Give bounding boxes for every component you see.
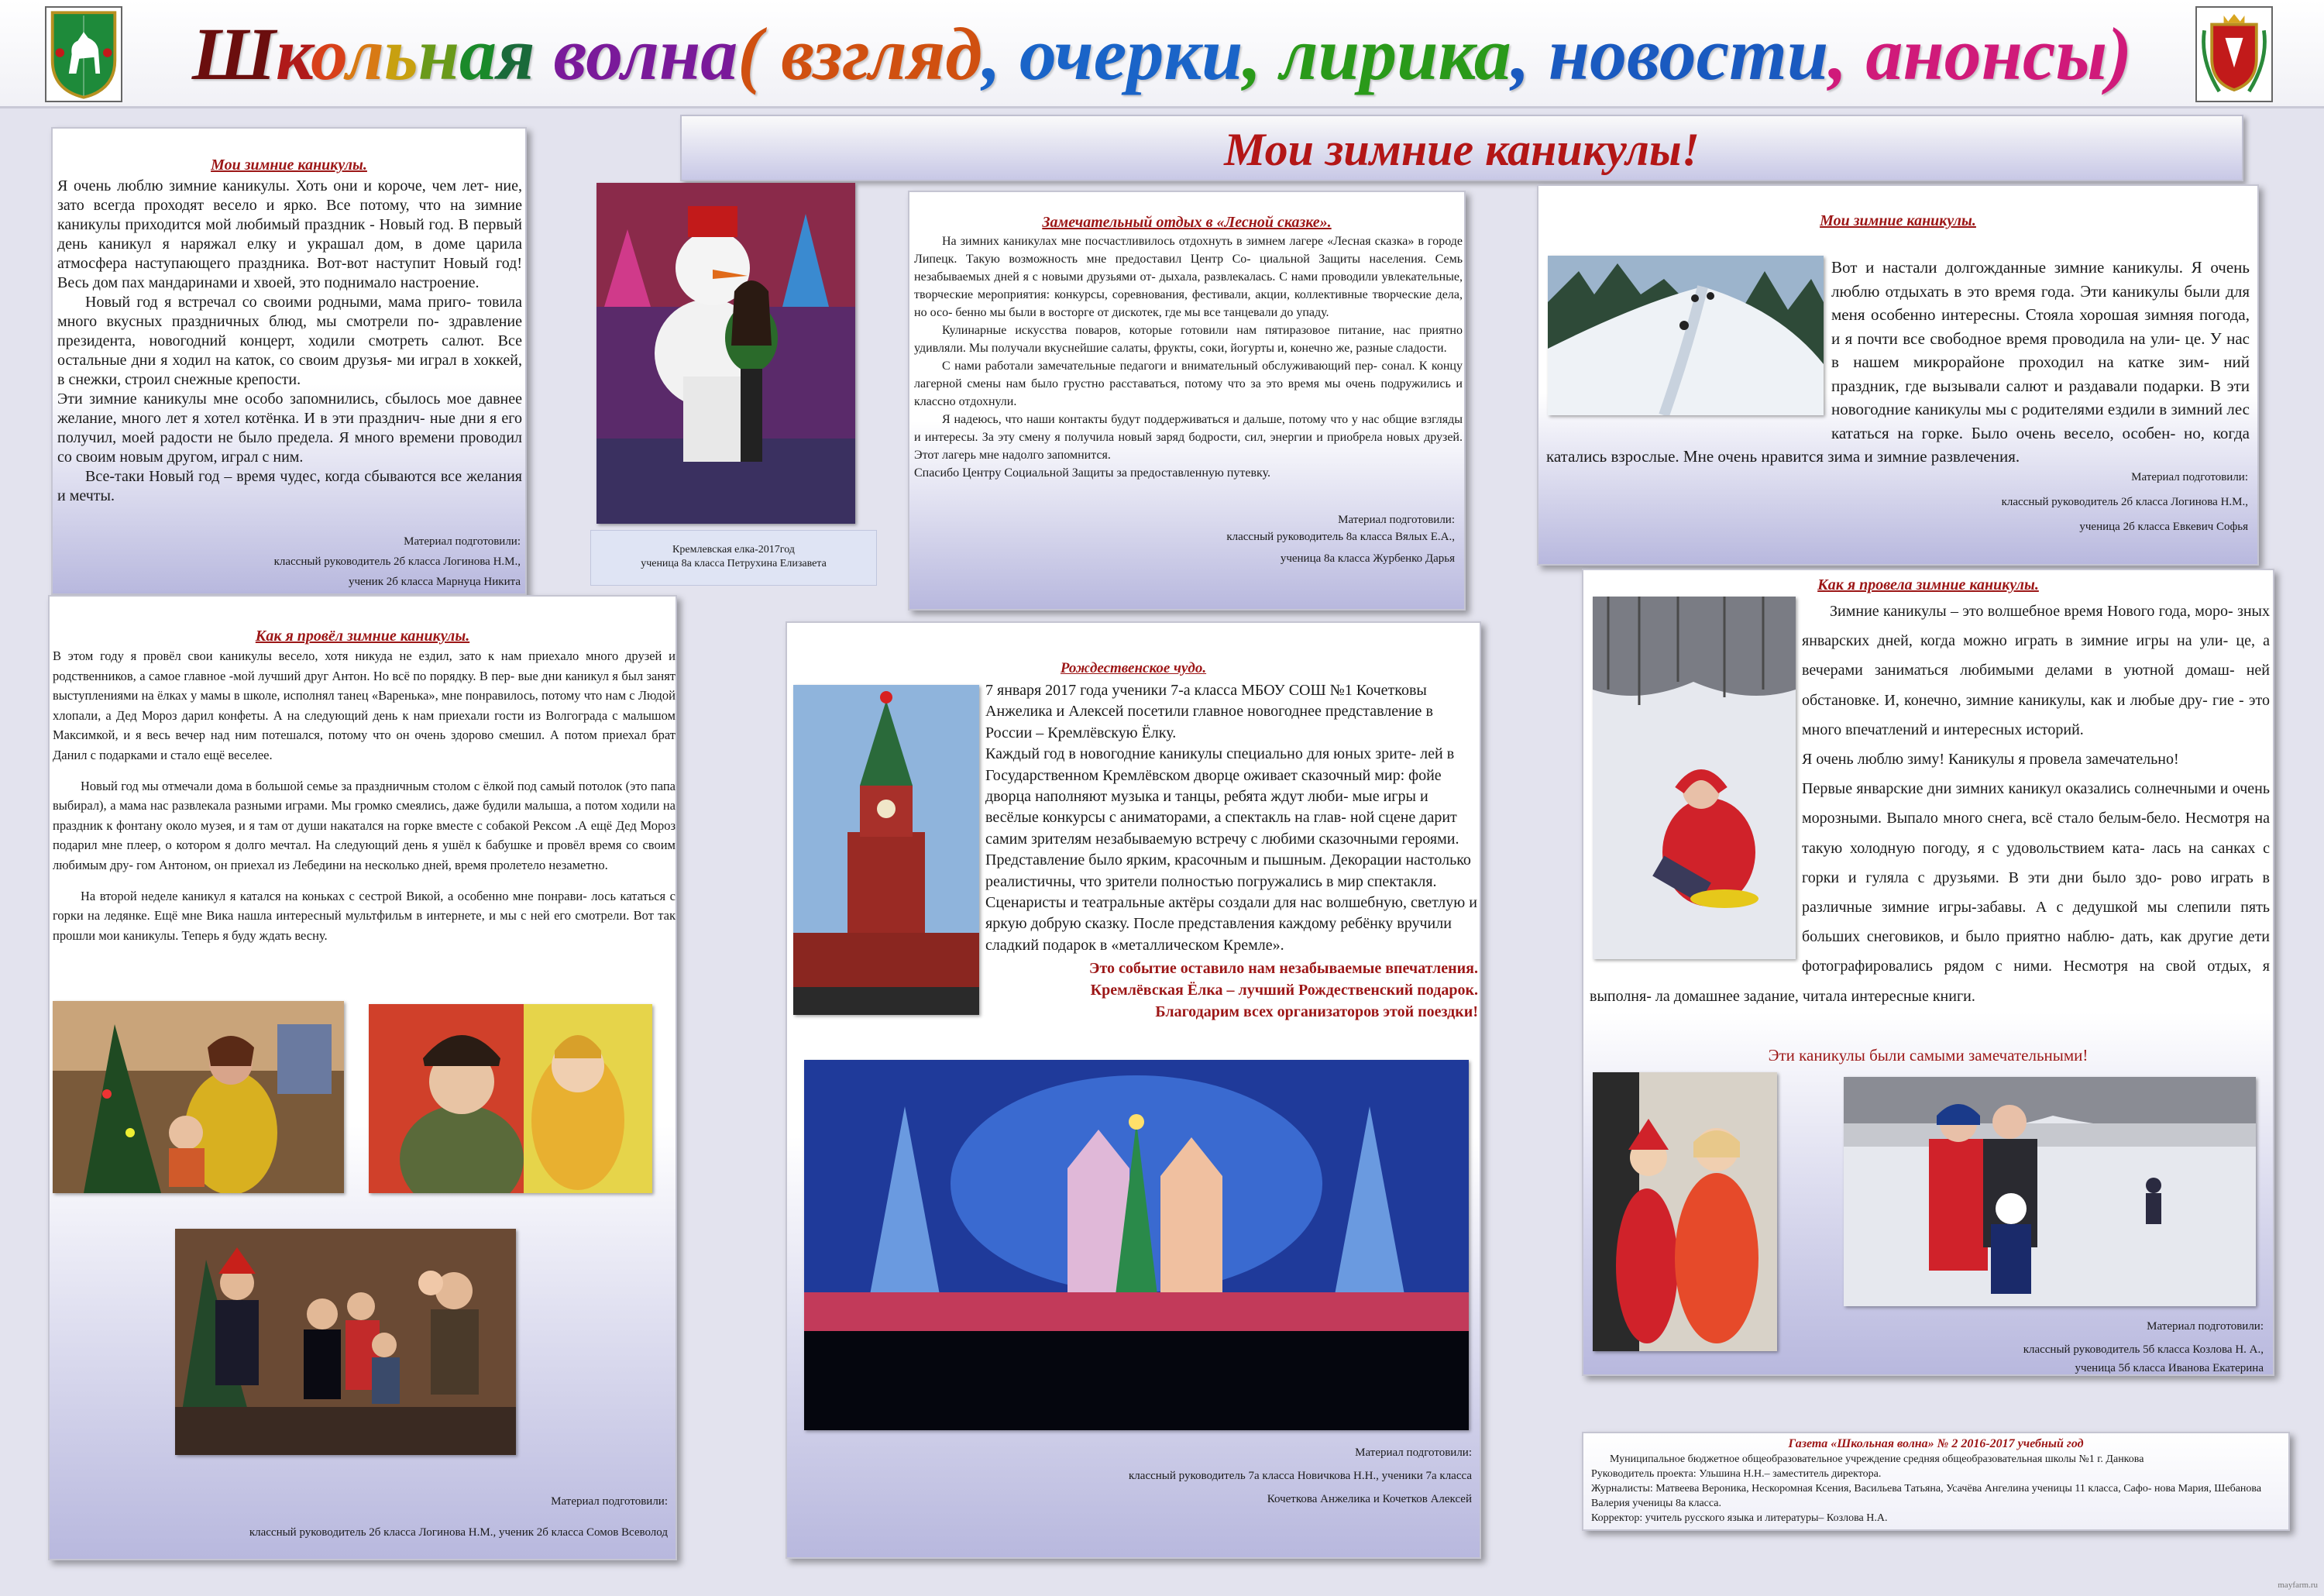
paragraph: Я очень люблю зимние каникулы. Хоть они и короче, чем лет- ние, зато всегда проходят весело и ярко. Все потому, что на зимние каникулы приходится мой любимый праздник - Новый год. В первый день каникул я наряжал елку и украшал дом, в доме царила атмосфера наступающего праздника. Вот-вот наступит Новый год! Весь дом пах мандаринами и хвоей, это поднимало настроение. [57,177,522,291]
photo-mother-daughter-indoors [1593,1072,1777,1351]
imprint-line: Руководитель проекта: Ульшина Н.Н.– заместитель директора. [1591,1468,1882,1480]
closing-line: Кремлёвская Ёлка – лучший Рождественский подарок. [1090,982,1478,999]
article-credit [1590,1317,2264,1376]
masthead-letter: з [813,12,843,95]
masthead-letter: ) [2107,12,2133,95]
masthead-letter: к [275,12,311,95]
caption-line: ученица 8а класса Петрухина Елизавета [641,558,827,569]
photo-kremlin-stage-show [804,1060,1469,1430]
paragraph: Новый год мы отмечали дома в большой семье за праздничным столом с ёлкой под самый потолок (это папа выбирал), а мама нас развлекала разными играми. Мы громко смеялись, даже будили малыша, а потом ходили на праздник к фонтану около музея, и я там от души накатался на горке вместе с собакой Рексом .А ещё Дед Мороз подарил мне плеер, о котором я долго мечтал. На следующий день я ушёл к бабушке и провёл время со своим любимым дру- гом Антоном, он приехал из Лебедини на несколько дней, время пролетело незаметно. [53,778,676,872]
credit-line: классный руководитель 2б класса Логинова Н.М., [273,556,521,568]
masthead-letter: а [700,12,738,95]
masthead-letter: ь [383,12,418,95]
credit-line: Кочеткова Анжелика и Кочетков Алексей [1267,1493,1472,1505]
masthead-letter: л [621,12,659,95]
masthead-letter: и [1397,12,1439,95]
paragraph: С нами работали замечательные педагоги и внимательный обслуживающий пер- сонал. К концу лагерной смены нам было грустно расставаться, потому что за это время мы очень подружились и классно отдохнули. [914,359,1463,408]
article-credit [56,1486,668,1548]
article-body [57,177,522,506]
credit-line: классный руководитель 8а класса Вялых Е.А., [1226,531,1455,543]
masthead-letter: о [1659,12,1697,95]
masthead-letter: о [310,12,346,95]
article-credit [790,1441,1472,1511]
article-body [1590,597,2270,1011]
article-winter-holidays-2 [1537,184,2259,566]
masthead-letter: , [982,12,1019,95]
masthead-letter: ы [2055,12,2108,95]
masthead-letter: р [1360,12,1397,95]
imprint-line: Муниципальное бюджетное общеобразовательное учреждение средняя общеобразовательная школы №1 г. Данкова [1610,1453,2144,1465]
masthead-letter [535,12,553,95]
credit-line: классный руководитель 7а класса Новичкова Н.Н., ученики 7а класса [1129,1470,1472,1482]
paragraph: Каждый год в новогодние каникулы специально для юных зрите- лей в Государственном Кремлёвском дворце оживает сказочный мир: фойе дворца наполняют музыка и танцы, ребята ждут люби- мые игры и весёлые конкурсы с аниматорами, а спектакль на глав- ной сцене дарит самим зрителям незабываемую встречу с любими сказочными героями. [985,745,1459,848]
banner-title: Мои зимние каникулы! [1224,124,1700,175]
district-coat-of-arms-icon [2195,6,2273,102]
imprint-title: Газета «Школьная волна» № 2 2016-2017 учебный год [1788,1437,2084,1450]
paragraph: Я очень люблю зиму! Каникулы я провела замечательно! [1802,751,2179,769]
article-credit [1551,465,2248,539]
article-winter-holidays-1 [51,127,527,595]
masthead-title [116,5,2208,104]
masthead-letter: н [1981,12,2023,95]
masthead-letter: д [945,12,982,95]
article-title: Рождественское чудо. [1060,660,1207,676]
masthead-letter: р [1126,12,1164,95]
masthead-letter: а [1473,12,1511,95]
masthead-letter: , [1828,12,1866,95]
paragraph: Я надеюсь, что наши контакты будут поддерживаться и дальше, потому что у нас общие взгляды и интересы. За эту смену я получила новый заряд бодрости, сил, энергии и приобрела новых друзей. Этот лагерь мне надолго запомнится. [914,413,1463,462]
masthead-letter: в [553,12,586,95]
closing-line: Это событие оставило нам незабываемые впечатления. [1088,960,1478,978]
article-body [914,232,1463,482]
credit-line: ученица 5б класса Иванова Екатерина [2075,1362,2264,1374]
credit-line: ученица 8а класса Журбенко Дарья [1280,552,1455,565]
masthead-letter: , [1243,12,1281,95]
paragraph: Вот и настали долгожданные зимние каникулы. Я очень люблю отдыхать в это время года. Эти каникулы были для меня особенно интересны. Стояла хорошая зимняя погода, и я почти все свободное время проводила на ули- це. У нас в нашем микрорайоне проходил на катке зим- ний праздник, где вызывали салют и раздавали подарки. В эти новогодние каникулы мы с родителями ездили в зимний лес кататься на горке. Было очень весело, особен- но, когда катались взрослые. Мне очень нравится зима и зимние развлечения. [1546,258,2250,466]
masthead-letter: а [459,12,497,95]
article-body [985,680,1478,1023]
masthead-letter: я [906,12,946,95]
masthead-letter: н [658,12,701,95]
masthead-letter: с [1696,12,1730,95]
paragraph: Зимние каникулы – это волшебное время Нового года, моро- зных январских дней, когда можно играть в зимние игры на ули- це, а вечерами заниматься любимыми делами в уютной домаш- ней обстановке. И, конечно, зимние каникулы, как и любые дру- гие - это много впечатлений и интересных историй. [1802,603,2270,738]
photo-family-by-tree [53,1001,344,1193]
masthead-letter: в [1627,12,1659,95]
masthead-letter: н [418,12,460,95]
caption-line: Кремлевская елка-2017год [672,544,795,556]
paragraph: Новый год я встречал со своими родными, мама приго- товила много вкусных праздничных блюд, мы смотрели по- здравление президента, новогодний концерт, ходили смотреть салют. Все остальные дни я ходил на каток, со своим друзья- ми играл в хоккей, в снежки, строил снежные крепости. [57,294,522,388]
city-coat-of-arms-horse-icon [45,6,122,102]
masthead-letter: н [1548,12,1590,95]
masthead-letter: н [1903,12,1944,95]
masthead-letter: и [1202,12,1243,95]
header [0,0,2324,108]
masthead-letter: о [586,12,621,95]
article-title: Замечательный отдых в «Лесной сказке». [1042,214,1332,231]
article-title: Мои зимние каникулы. [1820,212,1976,229]
credit-line: Материал подготовили: [1355,1446,1472,1459]
masthead-letter: и [1318,12,1360,95]
credit-line: Материал подготовили: [2131,471,2248,483]
article-forest-tale-camp [908,191,1466,611]
photo-caption-box [590,530,877,586]
highlight-line: Эти каникулы были самыми замечательными! [1768,1046,2089,1065]
masthead-letter: л [1280,12,1318,95]
paragraph: Эти зимние каникулы мне особо запомнились, сбылось мое давнее желание, много лет я хотел котёнка. И в эти празднич- ные дни я его получил, моей радости не было предела. Я много времени проводил со своим новым другом, играл с ним. [57,390,522,466]
photo-family-group-santa-hats [175,1229,516,1455]
masthead-letter: к [1438,12,1474,95]
article-how-i-spent-holidays-girl [1582,569,2274,1376]
imprint-line: Журналисты: Матвеева Вероника, Нескоромная Ксения, Васильева Татьяна, Усачёва Ангелина ученицы 11 класса, Сафо- нова Мария, Шебанова Валерия ученицы 8а класса. [1591,1483,2262,1509]
newspaper-imprint [1582,1432,2290,1531]
credit-line: классный руководитель 2б класса Логинова Н.М., [2001,496,2248,508]
masthead-letter: г [842,12,869,95]
paragraph: Первые январские дни зимних каникул оказались солнечными и очень морозными. Выпало много снега, всё стало белым-бело. Несмотря на такую холодную погоду, я с удовольствием ката- лась на санках с горки и гуляла с друзьями. В эти дни было здо- рово играть в различные зимние игры-забавы. А с дедушкой мы слепили пять больших снеговиков, и было приятно наблю- дать, как другие дети фотографировались рядом с ними. Несмотря на свой отдых, я выполня- ла домашнее задание, читала интересные книги. [1590,780,2270,1005]
credit-line: классный руководитель 5б класса Козлова Н. А., [2023,1343,2264,1356]
credit-line: ученик 2б класса Марнуца Никита [348,576,521,588]
masthead-letter: а [1865,12,1903,95]
paragraph: Спасибо Центру Социальной Защиты за предоставленную путевку. [914,466,1270,480]
paragraph: Все-таки Новый год – время чудес, когда сбываются все желания и мечты. [57,468,522,504]
masthead-letter: я [497,12,535,95]
paragraph: На зимних каникулах мне посчастливилось отдохнуть в зимнем лагере «Лесная сказка» в городе Липецк. Такую возможность мне предоставил Центр Со- циальной Защиты населения. Семь незабываемых дней я с новыми друзьями от- дыхала, развлекалась. С нами проводили увлекательные, творческие мероприятия: конкурсы, соревнования, фестивали, акции, коллективные творческие дела, но осо- бенно мы были в восторге от дискотек, где мы все танцевали до упаду. [914,235,1463,319]
paragraph: Кулинарные искусства поваров, которые готовили нам пятиразовое питание, нас приятно удивляли. Мы получали вкуснейшие салаты, фрукты, соки, йогурты и, конечно же, разные сладости. [914,324,1463,355]
credit-line: Материал подготовили: [404,535,521,548]
masthead-letter: , [1511,12,1549,95]
credit-line: Материал подготовили: [1338,514,1455,526]
paragraph: На второй неделе каникул я катался на коньках с сестрой Викой, а особенно мне понрави- лось кататься с горки на ледянке. Ещё мне Вика нашла интересный мультфильм в интернете, и мы с ней его смотрели. Вот так прошли мои каникулы. Теперь я буду ждать весну. [53,888,676,943]
masthead-letter: ч [1054,12,1094,95]
photo-kremlin-elka-block [590,183,877,589]
masthead-letter: т [1729,12,1787,95]
masthead-letter: о [1019,12,1055,95]
masthead-letter: Ш [191,12,276,95]
article-title: Мои зимние каникулы. [211,157,367,174]
photo-kids-costumes [369,1004,652,1193]
masthead-letter: и [1786,12,1829,95]
credit-line: Материал подготовили: [551,1495,668,1508]
photo-kremlin-tower [793,685,979,1015]
masthead-letter: к [1164,12,1202,95]
masthead-letter: е [1093,12,1127,95]
credit-line: Материал подготовили: [2147,1320,2264,1333]
masthead-letter: о [1590,12,1628,95]
article-title: Как я провела зимние каникулы. [1817,576,2039,593]
credit-line: ученица 2б класса Евкевич Софья [2079,521,2248,533]
masthead-letter: л [346,12,384,95]
article-credit [913,511,1455,567]
masthead-letter: л [868,12,907,95]
article-christmas-miracle [786,621,1481,1559]
masthead-letter: в [781,12,813,95]
article-how-i-spent-holidays-boy [48,595,677,1560]
masthead-letter: ( [737,12,782,95]
paragraph: 7 января 2017 года ученики 7-а класса МБОУ СОШ №1 Кочетковы Анжелика и Алексей посетили главное новогоднее представление в России – Кремлёвскую Ёлку. [985,682,1433,741]
closing-line: Благодарим всех организаторов этой поездки! [1155,1003,1478,1021]
masthead-letter: с [2022,12,2056,95]
article-body [53,646,676,945]
photo-family-outdoor-winter [1844,1077,2256,1306]
article-credit [56,531,521,592]
masthead-letter: о [1944,12,1982,95]
credit-line: классный руководитель 2б класса Логинова Н.М., ученик 2б класса Сомов Всеволод [249,1526,668,1539]
section-banner [680,115,2243,181]
article-body [1546,256,2250,469]
watermark: mayfarm.ru [2278,1581,2318,1590]
imprint-line: Корректор: учитель русского языка и литературы– Козлова Н.А. [1591,1512,1888,1524]
paragraph: Представление было ярким, красочным и пышным. Декорации настолько реалистичны, что зрители полностью погружались в мир спектакля. Сценаристы и театральные актёры создали для нас волшебную, светлую и яркую добрую сказку. После представления каждому ребёнку вручили сладкий подарок в «металлическом Кремле». [985,851,1477,954]
article-title: Как я провёл зимние каникулы. [255,628,470,645]
photo-girl-with-snowman [596,183,855,524]
paragraph: В этом году я провёл свои каникулы весело, хотя никуда не ездил, зато к нам приехало много друзей и родственников, а самое главное -мой лучший друг Антон. Но всё по порядку. В пер- вые дни каникул я был занят выступлениями на ёлках у мамы в школе, исполнял танец «Варенька», мне понравилось, потому что нам с Людой хлопали, а Дед Мороз дарил конфеты. А на следующий день к нам приехали гости из Волгограда с малышом Максимкой, и я весь вечер над ним потешался, потому что он очень здорово смешил. А потом приехал брат Данил с подарками и стало ещё веселее. [53,648,676,762]
